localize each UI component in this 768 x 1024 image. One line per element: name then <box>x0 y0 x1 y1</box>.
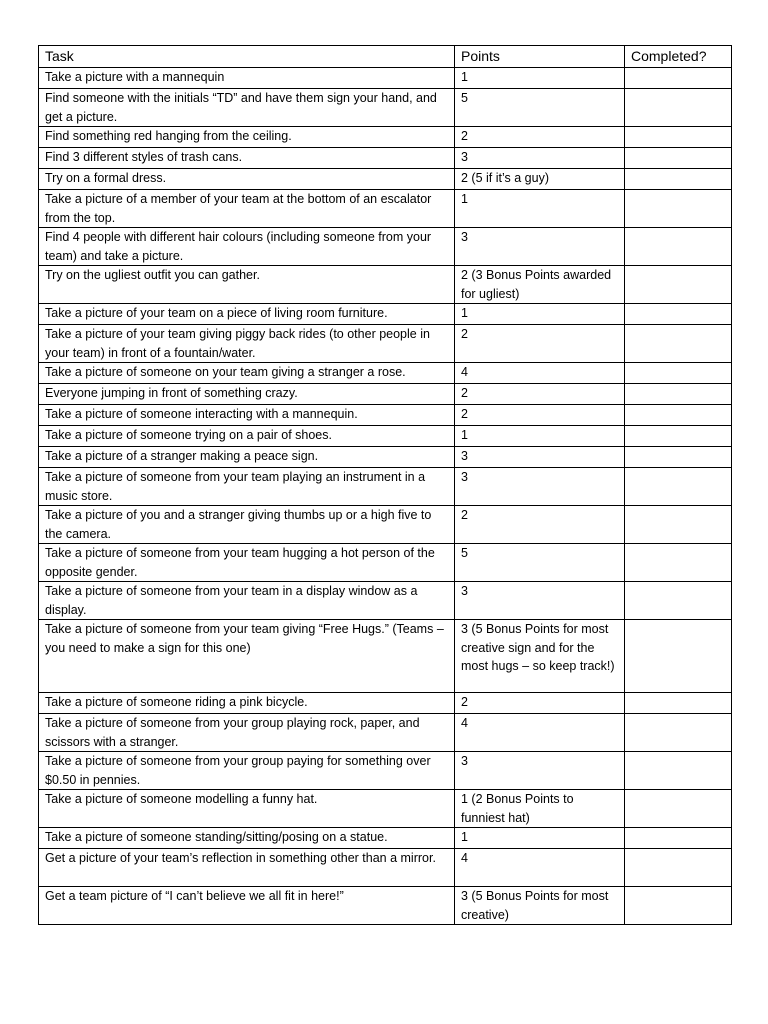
completed-cell <box>625 228 732 266</box>
task-column-header: Task <box>39 46 455 68</box>
header-row <box>39 46 732 68</box>
table-row <box>39 384 732 405</box>
completed-cell <box>625 304 732 325</box>
table-row <box>39 828 732 849</box>
table-row <box>39 447 732 468</box>
table-row <box>39 169 732 190</box>
task-table <box>38 45 732 925</box>
task-cell: Get a team picture of “I can’t believe we all fit in here!” <box>39 887 455 925</box>
task-cell: Try on the ugliest outfit you can gather. <box>39 266 455 304</box>
points-cell: 3 <box>455 468 625 506</box>
points-cell: 2 <box>455 384 625 405</box>
completed-cell <box>625 405 732 426</box>
completed-cell <box>625 544 732 582</box>
points-cell: 4 <box>455 849 625 887</box>
points-cell: 3 <box>455 582 625 620</box>
completed-cell <box>625 148 732 169</box>
task-rows <box>39 68 732 925</box>
table-row <box>39 887 732 925</box>
table-row <box>39 582 732 620</box>
completed-cell <box>625 169 732 190</box>
points-cell: 4 <box>455 363 625 384</box>
completed-cell <box>625 468 732 506</box>
completed-cell <box>625 325 732 363</box>
task-cell: Take a picture of someone from your team in a display window as a display. <box>39 582 455 620</box>
completed-cell <box>625 714 732 752</box>
completed-cell <box>625 384 732 405</box>
completed-cell <box>625 506 732 544</box>
completed-cell <box>625 849 732 887</box>
completed-cell <box>625 68 732 89</box>
points-cell: 2 <box>455 127 625 148</box>
points-cell: 2 <box>455 405 625 426</box>
table-row <box>39 506 732 544</box>
points-cell: 3 <box>455 752 625 790</box>
points-cell: 3 (5 Bonus Points for most creative sign and for the most hugs – so keep track!) <box>455 620 625 693</box>
task-cell: Take a picture of someone from your group playing rock, paper, and scissors with a stranger. <box>39 714 455 752</box>
task-cell: Take a picture of your team giving piggy back rides (to other people in your team) in front of a fountain/water. <box>39 325 455 363</box>
task-cell: Take a picture of someone from your group paying for something over $0.50 in pennies. <box>39 752 455 790</box>
points-cell: 5 <box>455 89 625 127</box>
points-cell: 5 <box>455 544 625 582</box>
table-row <box>39 405 732 426</box>
task-cell: Take a picture of someone interacting with a mannequin. <box>39 405 455 426</box>
task-cell: Find something red hanging from the ceiling. <box>39 127 455 148</box>
completed-cell <box>625 89 732 127</box>
table-row <box>39 266 732 304</box>
completed-cell <box>625 752 732 790</box>
task-cell: Take a picture with a mannequin <box>39 68 455 89</box>
task-cell: Find someone with the initials “TD” and have them sign your hand, and get a picture. <box>39 89 455 127</box>
table-row <box>39 849 732 887</box>
task-cell: Take a picture of your team on a piece of living room furniture. <box>39 304 455 325</box>
task-cell: Take a picture of someone trying on a pair of shoes. <box>39 426 455 447</box>
completed-cell <box>625 887 732 925</box>
table-row <box>39 304 732 325</box>
points-cell: 2 (5 if it’s a guy) <box>455 169 625 190</box>
points-cell: 2 <box>455 325 625 363</box>
table-row <box>39 228 732 266</box>
task-cell: Find 3 different styles of trash cans. <box>39 148 455 169</box>
task-cell: Take a picture of a member of your team at the bottom of an escalator from the top. <box>39 190 455 228</box>
points-cell: 1 (2 Bonus Points to funniest hat) <box>455 790 625 828</box>
task-cell: Take a picture of someone on your team giving a stranger a rose. <box>39 363 455 384</box>
table-row <box>39 190 732 228</box>
task-cell: Take a picture of someone modelling a funny hat. <box>39 790 455 828</box>
table-row <box>39 693 732 714</box>
points-cell: 4 <box>455 714 625 752</box>
task-cell: Try on a formal dress. <box>39 169 455 190</box>
completed-cell <box>625 363 732 384</box>
table-row <box>39 68 732 89</box>
completed-cell <box>625 693 732 714</box>
task-cell: Take a picture of someone from your team playing an instrument in a music store. <box>39 468 455 506</box>
completed-cell <box>625 447 732 468</box>
task-cell: Take a picture of a stranger making a peace sign. <box>39 447 455 468</box>
table-row <box>39 363 732 384</box>
points-cell: 2 <box>455 693 625 714</box>
table-row <box>39 544 732 582</box>
completed-cell <box>625 582 732 620</box>
table-row <box>39 89 732 127</box>
points-cell: 3 <box>455 228 625 266</box>
points-cell: 3 <box>455 447 625 468</box>
task-cell: Take a picture of someone riding a pink bicycle. <box>39 693 455 714</box>
task-cell: Take a picture of someone from your team giving “Free Hugs.” (Teams – you need to make a sign for this one) <box>39 620 455 693</box>
points-column-header: Points <box>455 46 625 68</box>
points-cell: 1 <box>455 304 625 325</box>
completed-cell <box>625 127 732 148</box>
table-row <box>39 620 732 693</box>
completed-cell <box>625 190 732 228</box>
points-cell: 1 <box>455 426 625 447</box>
completed-cell <box>625 620 732 693</box>
table-row <box>39 752 732 790</box>
table-row <box>39 790 732 828</box>
completed-cell <box>625 790 732 828</box>
points-cell: 3 (5 Bonus Points for most creative) <box>455 887 625 925</box>
completed-cell <box>625 828 732 849</box>
points-cell: 1 <box>455 68 625 89</box>
table-row <box>39 426 732 447</box>
table-row <box>39 148 732 169</box>
completed-cell <box>625 426 732 447</box>
points-cell: 2 (3 Bonus Points awarded for ugliest) <box>455 266 625 304</box>
task-cell: Take a picture of someone from your team hugging a hot person of the opposite gender. <box>39 544 455 582</box>
points-cell: 1 <box>455 828 625 849</box>
table-row <box>39 468 732 506</box>
task-cell: Take a picture of you and a stranger giving thumbs up or a high five to the camera. <box>39 506 455 544</box>
completed-column-header: Completed? <box>625 46 732 68</box>
points-cell: 1 <box>455 190 625 228</box>
table-row <box>39 714 732 752</box>
completed-cell <box>625 266 732 304</box>
scavenger-hunt-sheet <box>38 45 731 925</box>
points-cell: 2 <box>455 506 625 544</box>
task-cell: Find 4 people with different hair colours (including someone from your team) and take a picture. <box>39 228 455 266</box>
task-cell: Get a picture of your team’s reflection in something other than a mirror. <box>39 849 455 887</box>
points-cell: 3 <box>455 148 625 169</box>
table-row <box>39 127 732 148</box>
task-cell: Take a picture of someone standing/sitting/posing on a statue. <box>39 828 455 849</box>
task-cell: Everyone jumping in front of something crazy. <box>39 384 455 405</box>
table-row <box>39 325 732 363</box>
